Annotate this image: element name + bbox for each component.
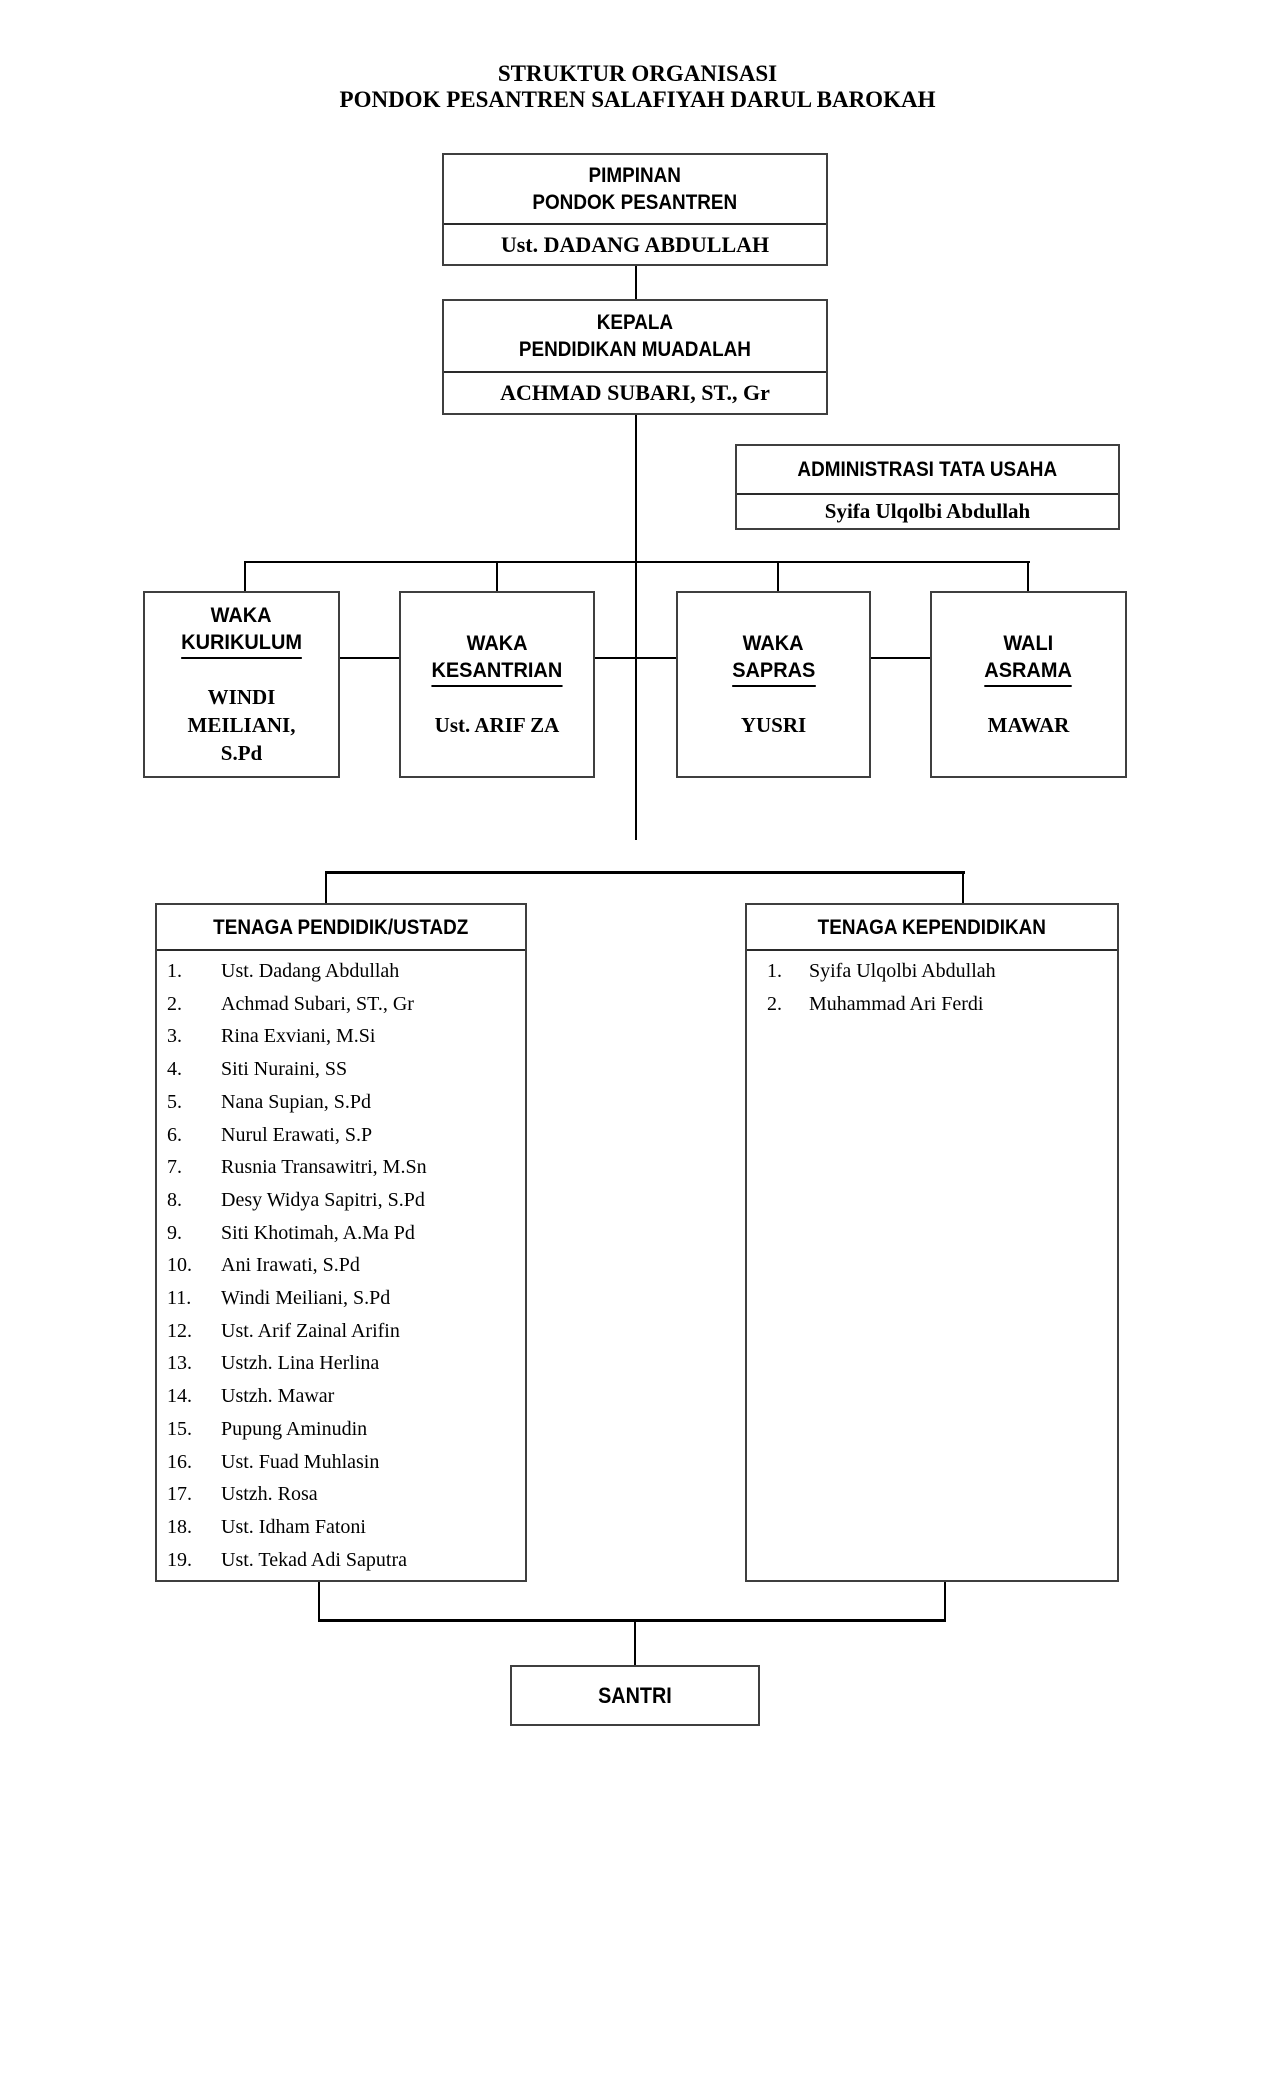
tenaga-kependidikan-title-row [747,905,1117,951]
tenaga-pendidik-list-item [157,1446,521,1479]
tenaga-kependidikan-list [747,951,1117,1580]
connector-pimpinan-kepala [635,266,637,301]
administrasi-title: ADMINISTRASI TATA USAHA [797,458,1058,481]
wali-asrama-title [982,630,1074,687]
list-item-number: 6. [167,1123,182,1146]
tenaga-pendidik-title: TENAGA PENDIDIK/USTADZ [213,915,469,939]
tenaga-pendidik-list-item [157,1184,521,1217]
list-item-number: 14. [167,1385,192,1408]
kepala-box [442,299,828,415]
tenaga-pendidik-list-item [157,1086,521,1119]
list-item-name: Ust. Idham Fatoni [221,1515,366,1538]
kepala-title-line2: PENDIDIKAN MUADALAH [518,338,752,361]
waka-kurikulum-name: WINDI MEILIANI, S.Pd [187,685,296,765]
document-title [0,61,1275,113]
tenaga-pendidik-list-item [157,1380,521,1413]
list-item-number: 5. [167,1090,182,1113]
connector-tenaga-horizontal [325,871,965,874]
administrasi-name: Syifa Ulqolbi Abdullah [737,493,1118,528]
tenaga-pendidik-list-item [157,955,521,988]
list-item-number: 1. [767,960,782,982]
list-item-number: 11. [167,1287,192,1310]
kepala-name: ACHMAD SUBARI, ST., Gr [444,371,826,413]
tenaga-pendidik-list [157,951,525,1580]
list-item-name: Nana Supian, S.Pd [221,1090,371,1113]
pimpinan-title-line1: PIMPINAN [588,164,682,187]
list-item-number: 8. [167,1188,182,1211]
waka-kurikulum-title-line2: KURIKULUM [181,629,302,659]
santri-title: SANTRI [598,1683,672,1708]
connector-stub-kependidikan [962,871,964,905]
tenaga-pendidik-list-item [157,1478,521,1511]
tenaga-pendidik-list-item [157,1544,521,1577]
connector-waka1-waka2 [340,657,399,659]
tenaga-pendidik-list-item [157,1511,521,1544]
connector-kepala-down [635,413,637,840]
list-item-number: 4. [167,1058,182,1081]
list-item-name: Ustzh. Lina Herlina [221,1352,380,1375]
wali-asrama-box [930,591,1127,778]
waka-kesantrian-title-line2: KESANTRIAN [432,657,563,687]
list-item-name: Rusnia Transawitri, M.Sn [221,1156,427,1179]
document-title-line2: PONDOK PESANTREN SALAFIYAH DARUL BAROKAH [339,87,936,112]
tenaga-pendidik-list-item [157,1249,521,1282]
list-item-number: 19. [167,1548,192,1571]
connector-waka-horizontal [244,561,1030,563]
document-title-line1: STRUKTUR ORGANISASI [497,61,778,86]
wali-asrama-title-line1: WALI [1003,632,1054,655]
wali-asrama-name: MAWAR [987,713,1070,737]
tenaga-kependidikan-list-item [747,955,1113,988]
wali-asrama-title-line2: ASRAMA [985,657,1073,687]
waka-sapras-box [676,591,871,778]
list-item-name: Desy Widya Sapitri, S.Pd [221,1188,425,1211]
tenaga-pendidik-list-item [157,1053,521,1086]
list-item-name: Siti Nuraini, SS [221,1058,348,1081]
list-item-number: 3. [167,1025,182,1048]
connector-stub-pendidik [325,871,327,905]
administrasi-title-row [737,446,1118,493]
santri-box [510,1665,760,1726]
connector-pendidik-down [318,1578,320,1622]
waka-sapras-title-line2: SAPRAS [732,657,815,687]
connector-waka2-waka3 [593,657,676,659]
kepala-title-line1: KEPALA [596,311,674,334]
list-item-number: 16. [167,1450,192,1473]
waka-sapras-title [730,630,818,687]
list-item-name: Pupung Aminudin [221,1417,368,1440]
list-item-name: Achmad Subari, ST., Gr [221,992,414,1015]
list-item-number: 18. [167,1515,192,1538]
waka-kurikulum-title-line1: WAKA [211,604,272,627]
tenaga-pendidik-list-item [157,1217,521,1250]
list-item-name: Ust. Arif Zainal Arifin [221,1319,400,1342]
list-item-number: 12. [167,1319,192,1342]
list-item-number: 2. [767,992,782,1015]
tenaga-pendidik-list-item [157,1020,521,1053]
connector-waka3-waka4 [871,657,930,659]
list-item-name: Nurul Erawati, S.P [221,1123,373,1146]
list-item-name: Ust. Fuad Muhlasin [221,1450,380,1473]
list-item-name: Ust. Tekad Adi Saputra [221,1548,407,1571]
tenaga-pendidik-list-item [157,1315,521,1348]
list-item-name: Siti Khotimah, A.Ma Pd [221,1221,415,1244]
tenaga-pendidik-list-item [157,1151,521,1184]
connector-kependidikan-down [944,1578,946,1622]
list-item-name: Muhammad Ari Ferdi [809,992,984,1015]
connector-stub-waka3 [777,561,779,592]
list-item-name: Ustzh. Mawar [221,1385,335,1408]
pimpinan-name: Ust. DADANG ABDULLAH [444,223,826,264]
tenaga-kependidikan-box [745,903,1119,1582]
list-item-name: Ani Irawati, S.Pd [221,1254,360,1277]
tenaga-pendidik-title-row [157,905,525,951]
tenaga-kependidikan-list-item [747,988,1113,1021]
kepala-title [444,301,826,371]
waka-kurikulum-title [178,602,305,659]
list-item-number: 2. [167,992,182,1015]
connector-stub-waka1 [244,561,246,592]
waka-sapras-name: YUSRI [740,713,807,737]
tenaga-pendidik-list-item [157,1282,521,1315]
waka-kurikulum-box [143,591,340,778]
tenaga-pendidik-list-item [157,1347,521,1380]
connector-santri-horizontal [318,1619,946,1622]
list-item-number: 9. [167,1221,182,1244]
list-item-name: Syifa Ulqolbi Abdullah [809,960,996,982]
waka-kesantrian-title-line1: WAKA [466,632,528,655]
tenaga-kependidikan-title: TENAGA KEPENDIDIKAN [817,915,1047,939]
tenaga-pendidik-list-item [157,1119,521,1152]
pimpinan-title [444,155,826,223]
pimpinan-box [442,153,828,266]
pimpinan-title-line2: PONDOK PESANTREN [532,191,738,214]
list-item-number: 15. [167,1417,192,1440]
list-item-number: 10. [167,1254,192,1277]
list-item-name: Ustzh. Rosa [221,1483,318,1506]
list-item-number: 1. [167,960,182,982]
list-item-name: Windi Meiliani, S.Pd [221,1287,391,1310]
list-item-name: Rina Exviani, M.Si [221,1025,376,1048]
list-item-number: 17. [167,1483,192,1506]
waka-kesantrian-name: Ust. ARIF ZA [434,713,560,737]
tenaga-pendidik-list-item [157,1413,521,1446]
waka-kesantrian-box [399,591,595,778]
waka-sapras-title-line1: WAKA [743,632,804,655]
connector-stub-waka2 [496,561,498,592]
list-item-name: Ust. Dadang Abdullah [221,960,400,982]
connector-stub-waka4 [1027,561,1029,592]
santri-title-row [512,1667,758,1724]
connector-santri-stub [634,1619,636,1665]
administrasi-box [735,444,1120,530]
list-item-number: 13. [167,1352,192,1375]
waka-kesantrian-title [428,630,566,687]
tenaga-pendidik-box [155,903,527,1582]
tenaga-pendidik-list-item [157,988,521,1021]
list-item-number: 7. [167,1156,182,1179]
